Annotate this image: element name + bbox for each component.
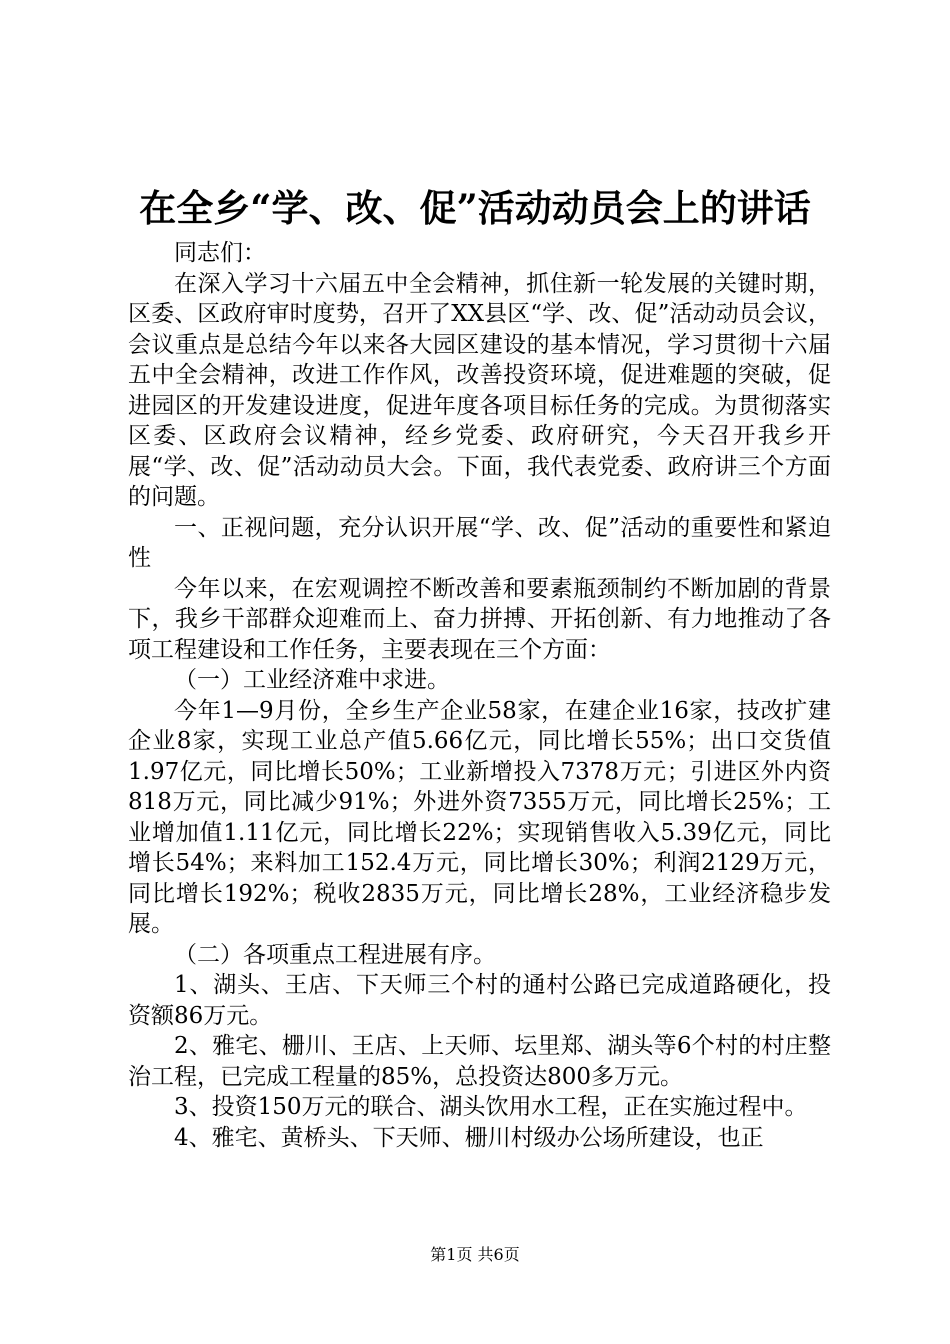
list-item: 2、雅宅、栅川、王店、上天师、坛里郑、湖头等6个村的村庄整治工程，已完成工程量的85%，总投资达800多万元。 <box>128 1033 831 1090</box>
document-title: 在全乡“学、改、促”活动动员会上的讲话 <box>139 186 811 230</box>
salutation-paragraph: 同志们： <box>174 240 266 266</box>
subsection-heading-2: （二）各项重点工程进展有序。 <box>174 941 496 968</box>
body-paragraph: 今年以来，在宏观调控不断改善和要素瓶颈制约不断加剧的背景下，我乡干部群众迎难而上、奋力拼搏、开拓创新、有力地推动了各项工程建设和工作任务，主要表现在三个方面： <box>128 575 831 663</box>
list-item: 4、雅宅、黄桥头、下天师、栅川村级办公场所建设，也正 <box>174 1124 764 1151</box>
subsection-heading-1: （一）工业经济难中求进。 <box>174 667 450 693</box>
section-heading-1: 一、正视问题，充分认识开展“学、改、促”活动的重要性和紧迫性 <box>128 514 831 571</box>
page-number-footer: 第1页 共6页 <box>430 1245 520 1264</box>
body-paragraph: 今年1—9月份，全乡生产企业58家，在建企业16家，技改扩建企业8家，实现工业总产值5.66亿元，同比增长55%；出口交货值1.97亿元，同比增长50%；工业新增投入7378万元；引进区外内资818万元，同比减少91%；外进外资7355万元，同比增长25%；工业增加值1.11亿元，同比增长22%；实现销售收入5.39亿元，同比增长54%；来料加工152.4万元，同比增长30%；利润2129万元，同比增长192%；税收2835万元，同比增长28%，工业经济稳步发展。 <box>128 697 831 937</box>
intro-paragraph: 在深入学习十六届五中全会精神，抓住新一轮发展的关键时期，区委、区政府审时度势，召开了XX县区“学、改、促”活动动员会议，会议重点是总结今年以来各大园区建设的基本情况，学习贯彻十六届五中全会精神，改进工作作风，改善投资环境，促进难题的突破，促进园区的开发建设进度，促进年度各项目标任务的完成。为贯彻落实区委、区政府会议精神，经乡党委、政府研究，今天召开我乡开展“学、改、促”活动动员大会。下面，我代表党委、政府讲三个方面的问题。 <box>128 270 831 510</box>
list-item: 1、湖头、王店、下天师三个村的通村公路已完成道路硬化，投资额86万元。 <box>128 972 831 1029</box>
document-body <box>128 238 831 1153</box>
list-item: 3、投资150万元的联合、湖头饮用水工程，正在实施过程中。 <box>174 1094 808 1120</box>
